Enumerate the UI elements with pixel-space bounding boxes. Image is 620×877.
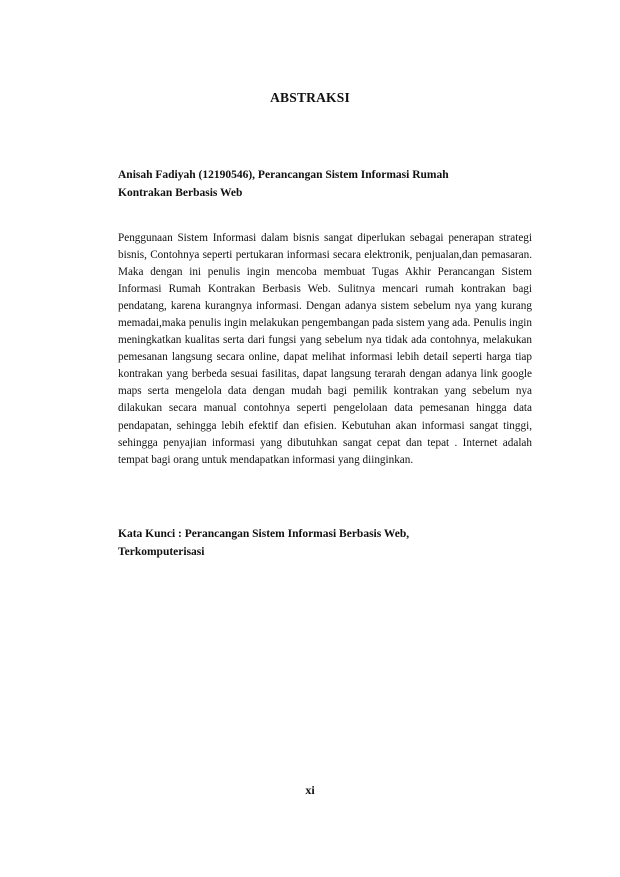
keywords-line-2: Terkomputerisasi: [118, 546, 205, 558]
author-line-1: Anisah Fadiyah (12190546), Perancangan Sistem Informasi Rumah: [118, 169, 449, 181]
keywords-block: [118, 525, 518, 561]
keywords-line-1: Kata Kunci : Perancangan Sistem Informasi Berbasis Web,: [118, 528, 410, 540]
page-title: ABSTRAKSI: [270, 90, 350, 105]
page-number: xi: [305, 783, 315, 797]
author-and-title-block: [118, 166, 518, 202]
abstract-paragraph: Penggunaan Sistem Informasi dalam bisnis sangat diperlukan sebagai penerapan strategi bisnis, Contohnya seperti pertukaran informasi secara elektronik, penjualan,dan pemasaran. Maka dengan ini penulis ingin mencoba membuat Tugas Akhir Perancangan Sistem Informasi Rumah Kontrakan Berbasis Web. Sulitnya mencari rumah kontrakan bagi pendatang, karena kurangnya informasi. Dengan adanya sistem sebelum nya yang kurang memadai,maka penulis ingin melakukan pengembangan pada sistem yang ada. Penulis ingin meningkatkan kualitas serta dari fungsi yang sebelum nya tidak ada contohnya, melakukan pemesanan langsung secara online, dapat melihat informasi lebih detail seperti harga tiap kontrakan yang berbeda sesuai fasilitas, dapat langsung terarah dengan adanya link google maps serta mengelola data dengan mudah bagi pemilik kontrakan yang sebelum nya dilakukan secara manual contohnya seperti pengelolaan data pemesanan hingga data pendapatan, sehingga lebih efektif dan efisien. Kebutuhan akan informasi sangat tinggi, sehingga penyajian informasi yang dibutuhkan sangat cepat dan tepat . Internet adalah tempat bagi orang untuk mendapatkan informasi yang diinginkan.: [118, 232, 532, 466]
author-line-2: Kontrakan Berbasis Web: [118, 187, 243, 199]
